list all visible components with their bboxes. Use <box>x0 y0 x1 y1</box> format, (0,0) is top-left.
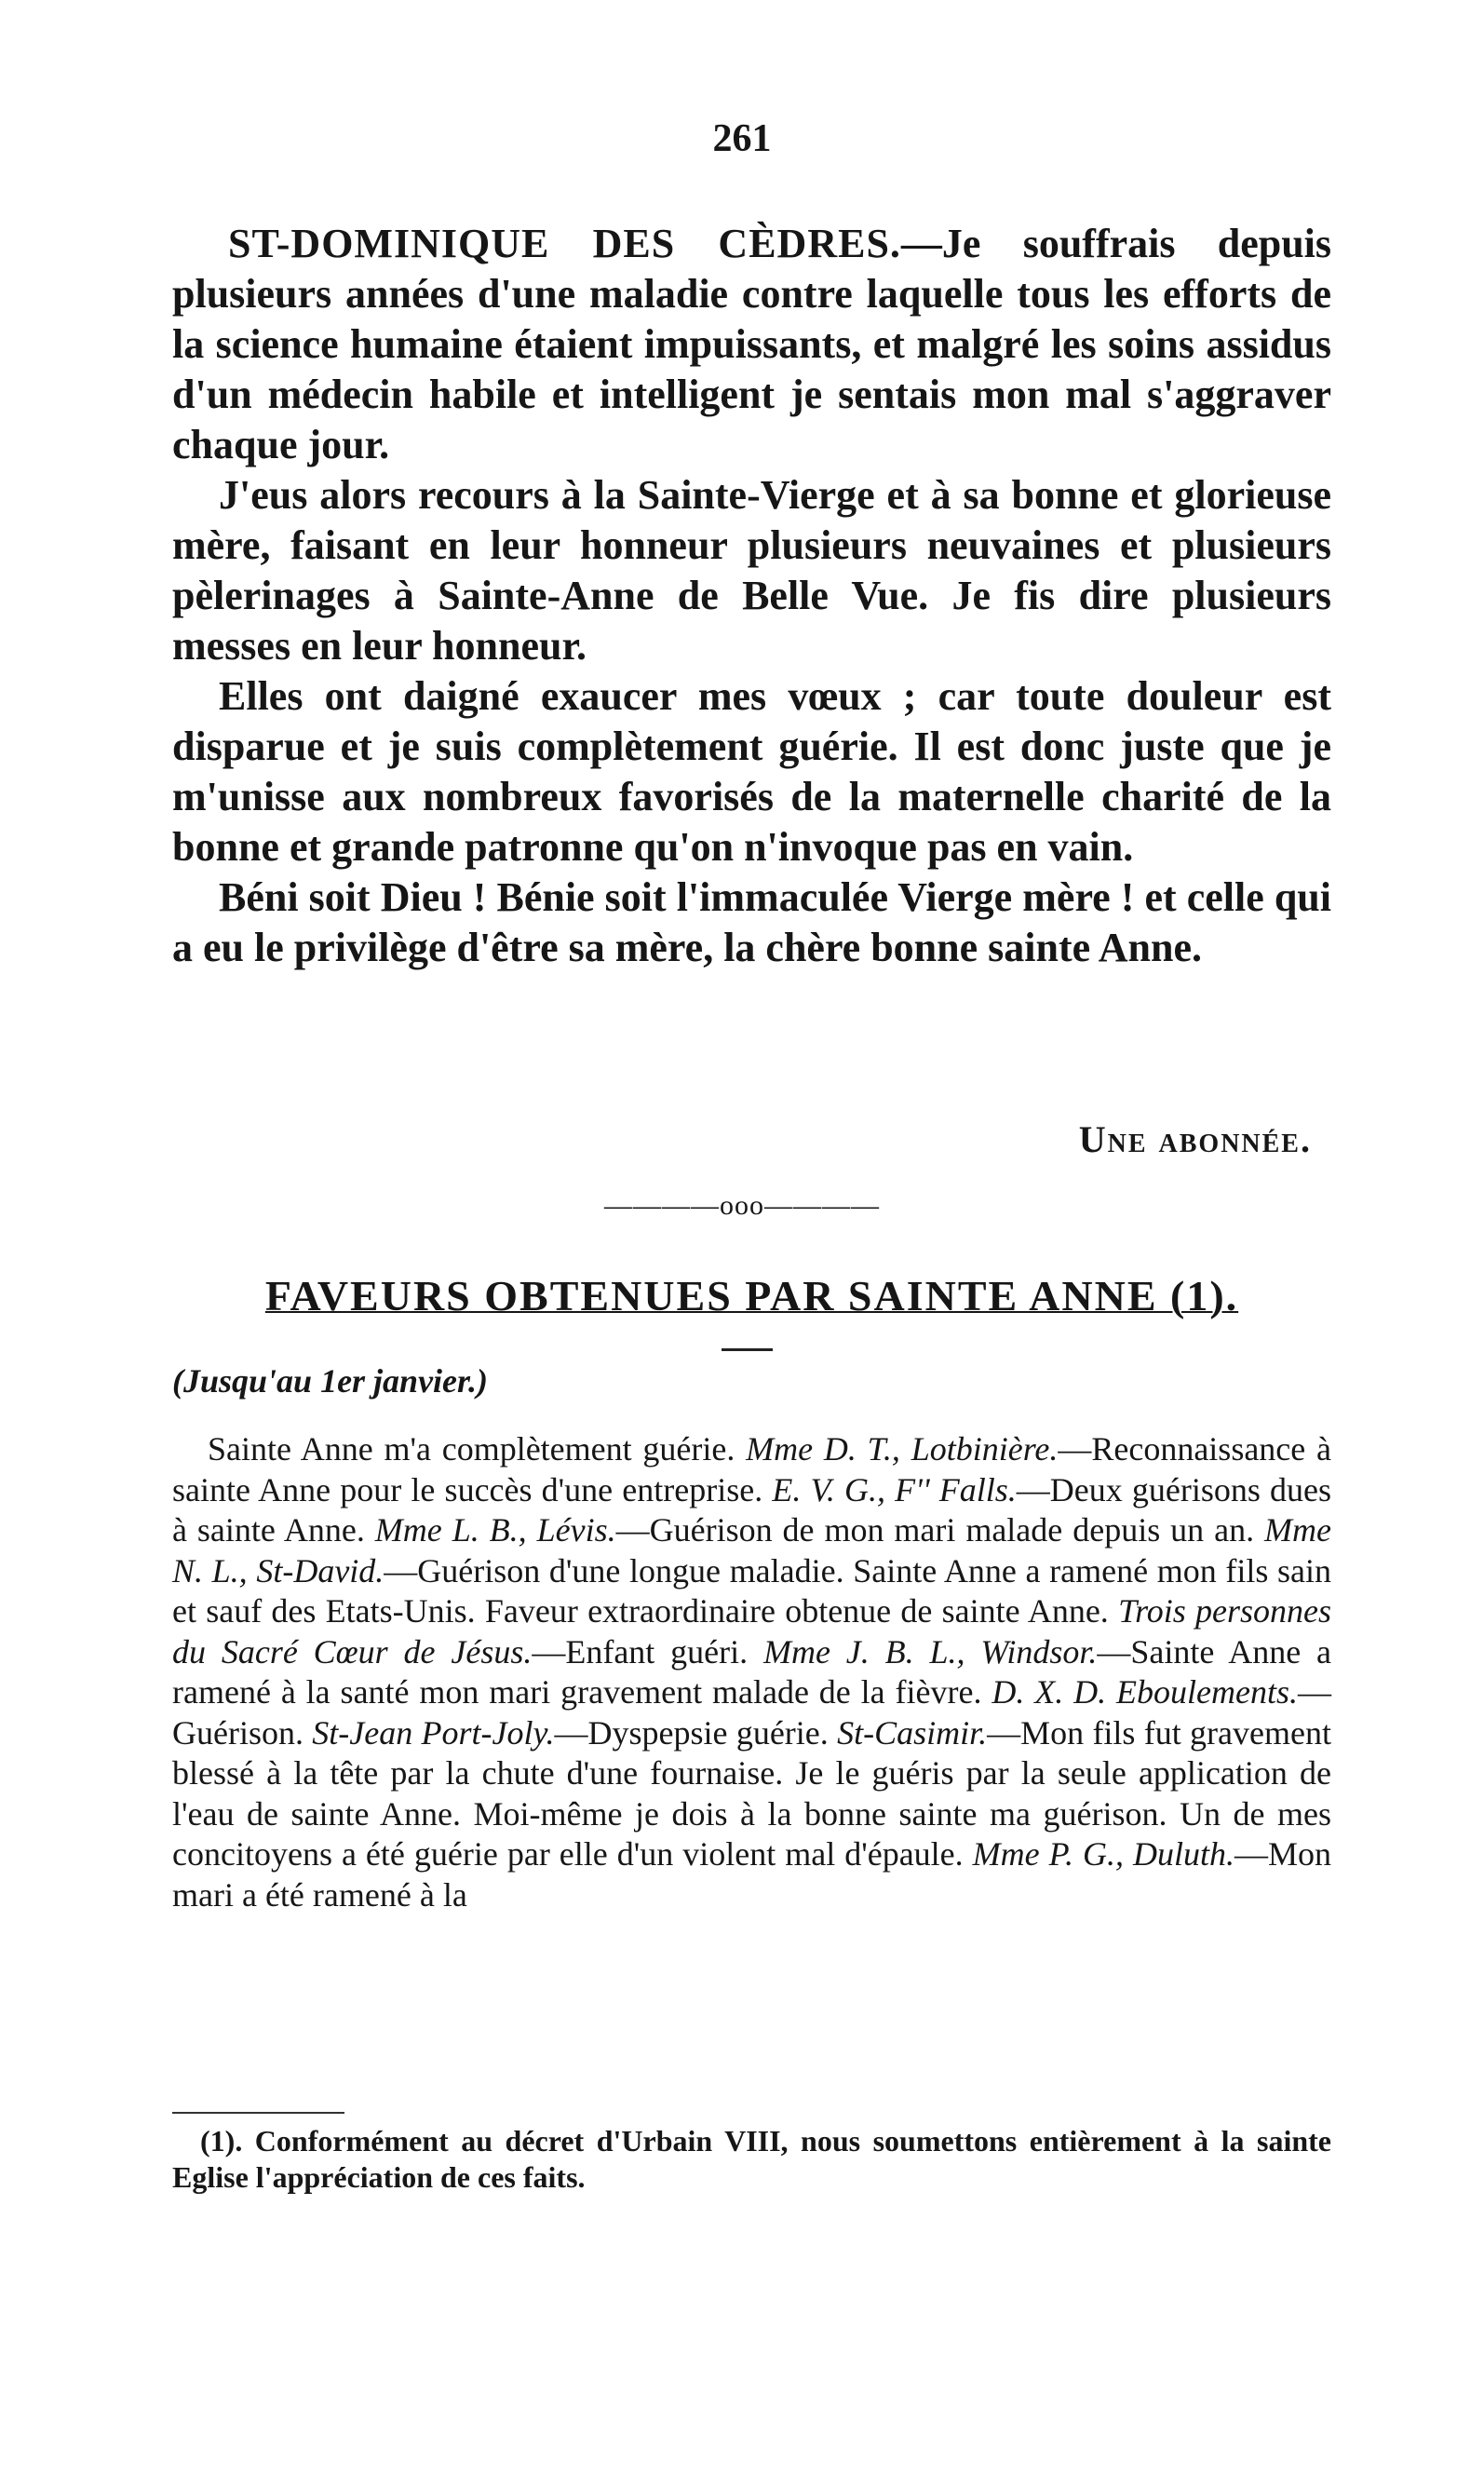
title-rule <box>722 1348 773 1351</box>
section-title: FAVEURS OBTENUES PAR SAINTE ANNE (1). <box>264 1272 1239 1319</box>
favour-text: —Mon fils fut gravement blessé à la tête par la chute d'une fournaise. Je le guéris par la seule application de l'eau de sainte Anne. Moi-même je dois à la bonne sainte ma guérison. Un de mes concitoyens a été guérie par elle d'un violent mal d'épaule. <box>172 1713 1331 1873</box>
testimony-heading: ST-DOMINIQUE DES CÈDRES. <box>228 221 901 266</box>
favour-place: St-Casimir. <box>837 1713 988 1752</box>
favour-text: —Enfant guéri. <box>532 1632 749 1671</box>
favour-text: —Deux guérisons dues à sainte Anne. <box>172 1470 1331 1549</box>
favour-text: —Guérison de mon mari malade depuis un an. <box>615 1511 1255 1549</box>
favour-text: —Reconnaissance à sainte Anne pour le succès d'une entreprise. <box>172 1430 1331 1508</box>
testimony-text: —Je souffrais depuis plusieurs années d'une maladie contre laquelle tous les efforts de la science humaine étaient impuissants, et malgré les soins assidus d'un médecin habile et intelligent je sentais mon mal s'aggraver chaque jour. <box>172 221 1332 467</box>
footnote-rule <box>172 2112 344 2114</box>
favour-place: Mme P. G., Duluth. <box>972 1835 1234 1873</box>
favour-text: —Sainte Anne a ramené à la santé mon mari gravement malade de la fièvre. <box>172 1632 1332 1711</box>
footnote-text: (1). Conformément au décret d'Urbain VIII, nous soumettons entièrement à la sainte Eglise l'appréciation de ces faits. <box>172 2124 1331 2194</box>
page-number: 261 <box>712 117 772 160</box>
favour-text: —Mon mari a été ramené à la <box>172 1835 1332 1914</box>
testimony-paragraph: Béni soit Dieu ! Bénie soit l'immaculée Vierge mère ! et celle qui a eu le privilège d'être sa mère, la chère bonne sainte Anne. <box>172 874 1331 970</box>
favour-place: Mme D. T., Lotbinière. <box>746 1430 1059 1468</box>
favour-place: St-Jean Port-Joly. <box>312 1713 555 1752</box>
favour-text: —Dyspepsie guérie. <box>554 1713 829 1752</box>
favour-text: —Guérison d'une longue maladie. Sainte Anne a ramené mon fils sain et sauf des Etats-Unis. Faveur extraordinaire obtenue de sainte Anne. <box>172 1551 1331 1630</box>
footnote <box>172 2123 1331 2196</box>
section-divider: ————ooo———— <box>604 1190 880 1221</box>
testimony-block <box>172 219 1331 973</box>
favour-place: Mme L. B., Lévis. <box>374 1511 616 1549</box>
testimony-paragraph: Elles ont daigné exaucer mes vœux ; car toute douleur est disparue et je suis complètement guérie. Il est donc juste que je m'unisse aux nombreux favorisés de la maternelle charité de la bonne et grande patronne qu'on n'invoque pas en vain. <box>172 673 1331 870</box>
favour-place: E. V. G., F'' Falls. <box>772 1470 1017 1508</box>
favour-text: —Guérison. <box>172 1673 1331 1752</box>
testimony-paragraph: J'eus alors recours à la Sainte-Vierge et à sa bonne et glorieuse mère, faisant en leur honneur plusieurs neuvaines et plusieurs pèlerinages à Sainte-Anne de Belle Vue. Je fis dire plusieurs messes en leur honneur. <box>172 472 1331 669</box>
testimony-paragraph <box>172 219 1331 470</box>
favour-place: Mme N. L., St-David. <box>172 1511 1331 1589</box>
favour-place: Trois personnes du Sacré Cœur de Jésus. <box>172 1592 1332 1671</box>
favour-place: D. X. D. Eboulements. <box>992 1673 1298 1711</box>
signature: Une abonnée. <box>1078 1118 1312 1160</box>
favours-paragraph <box>172 1429 1331 1915</box>
favour-place: Mme J. B. L., Windsor. <box>762 1632 1098 1671</box>
date-note: (Jusqu'au 1er janvier.) <box>172 1362 489 1400</box>
favour-text: Sainte Anne m'a complètement guérie. <box>208 1430 735 1468</box>
favours-list <box>172 1429 1331 1915</box>
